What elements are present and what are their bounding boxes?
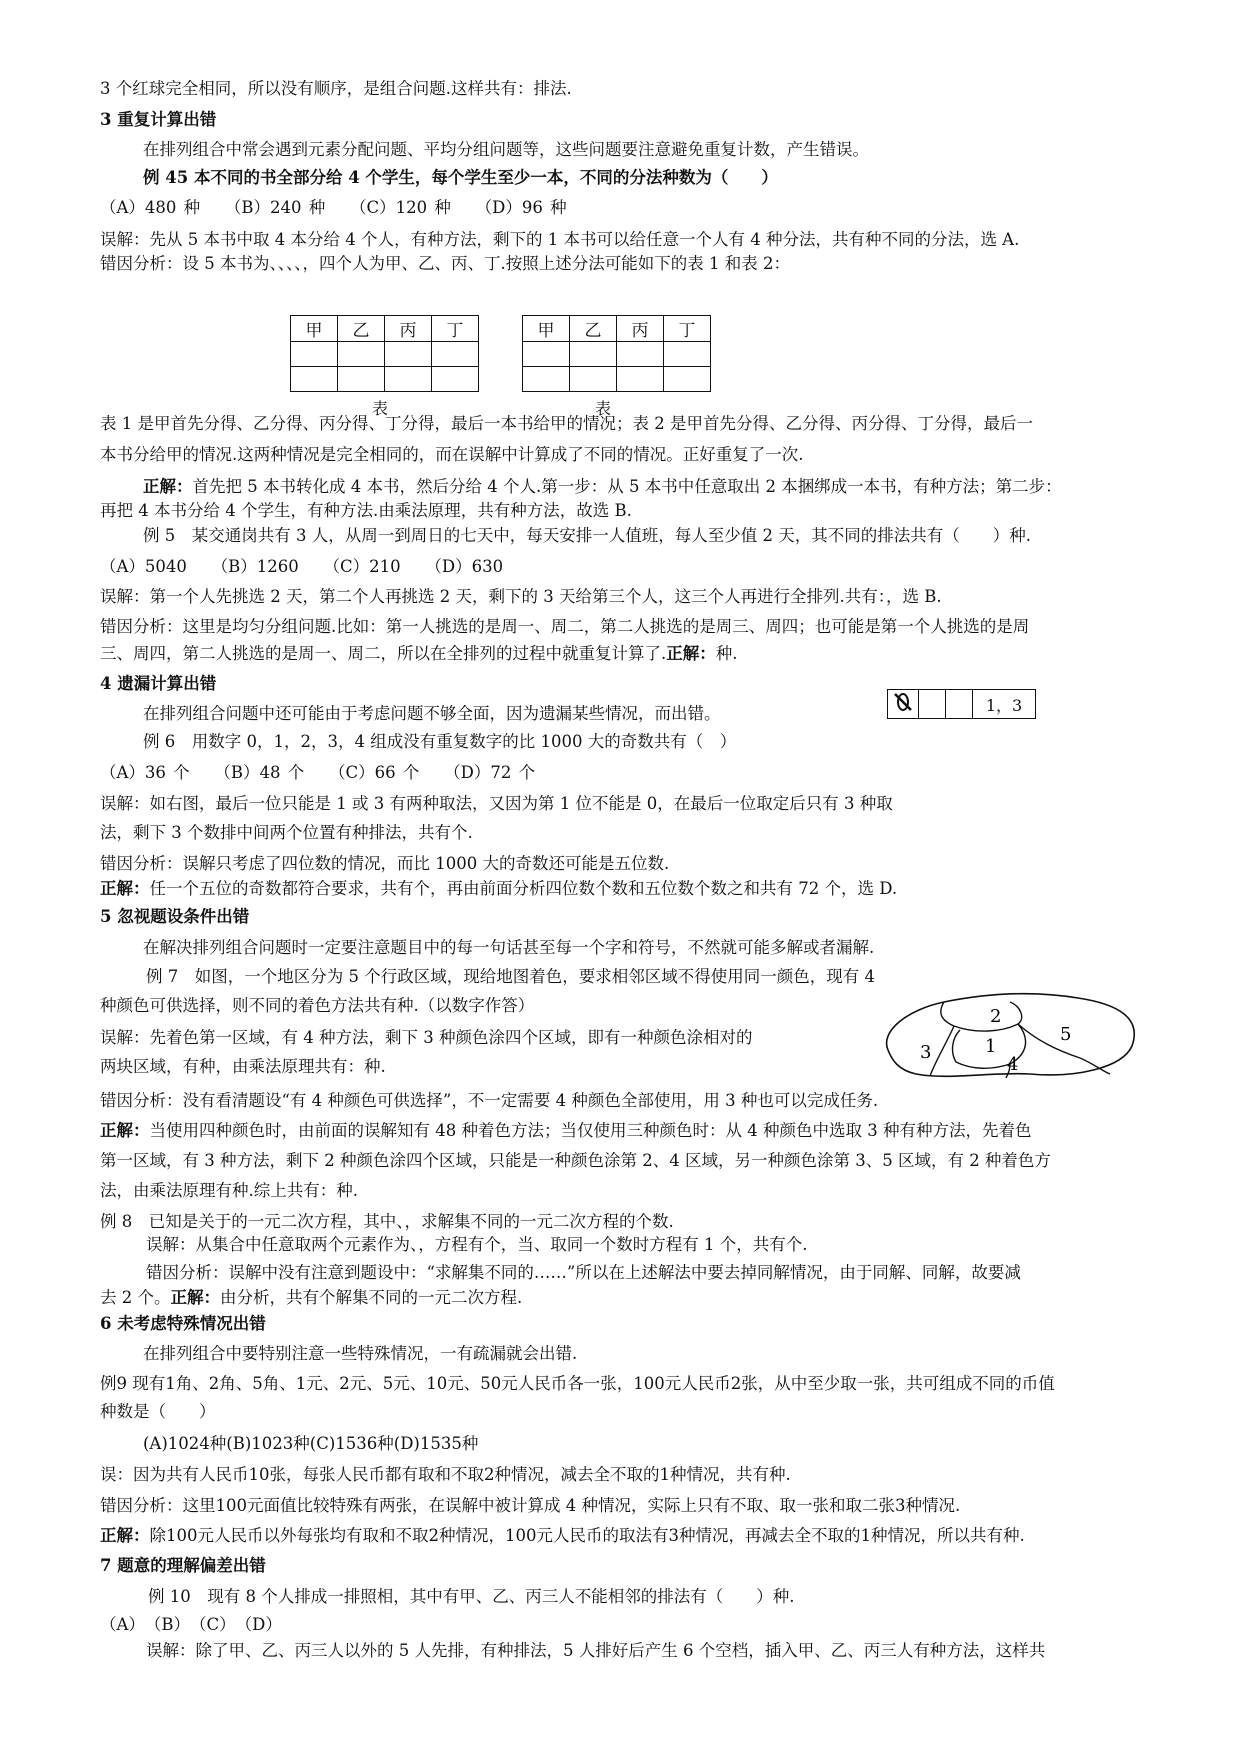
section-heading: 7 题意的理解偏差出错 [100, 1556, 266, 1575]
table-1 [290, 315, 479, 392]
digit-box [887, 689, 1036, 719]
map-label-4: 4 [1007, 1054, 1019, 1075]
text-line: 正解：当使用四种颜色时，由前面的误解知有 48 种着色方法；当仅使用三种颜色时：从 4 种颜色中选取 3 种有种方法，先着色 [100, 1121, 1032, 1140]
text-line: 三、周四，第二人挑选的是周一、周二，所以在全排列的过程中就重复计算了.正解：种. [100, 644, 738, 663]
text-line: 错因分析：设 5 本书为、、、、，四个人为甲、乙、丙、丁.按照上述分法可能如下的表 1 和表 2： [100, 254, 790, 273]
text-line: 错因分析：这里是均匀分组问题.比如：第一人挑选的是周一、周二，第二人挑选的是周三、周四；也可能是第一个人挑选的是周 [100, 617, 1030, 636]
text-line: 法，剩下 3 个数排中间两个位置有种排法，共有个. [100, 823, 473, 842]
table-header-cell: 甲 [291, 316, 338, 342]
crossed-zero-cell [888, 690, 919, 719]
example-line: 例 7 如图，一个地区分为 5 个行政区域，现给地图着色，要求相邻区域不得使用同一颜色，现有 4 [146, 967, 875, 986]
choices-line: (A)1024种(B)1023种(C)1536种(D)1535种 [143, 1434, 479, 1453]
text-line: 本书分给甲的情况.这两种情况是完全相同的，而在误解中计算成了不同的情况。正好重复了一次. [100, 445, 804, 464]
text-line: 误解：先着色第一区域，有 4 种方法，剩下 3 种颜色涂四个区域，即有一种颜色涂相对的 [100, 1028, 753, 1047]
table-header-cell: 丙 [385, 316, 432, 342]
section-heading: 3 重复计算出错 [100, 110, 217, 129]
text-line: 错因分析：误解只考虑了四位数的情况，而比 1000 大的奇数还可能是五位数. [100, 854, 670, 873]
map-label-5: 5 [1060, 1024, 1072, 1045]
text-line: 误解：除了甲、乙、丙三人以外的 5 人先排，有种排法，5 人排好后产生 6 个空档，插入甲、乙、丙三人有种方法，这样共 [146, 1641, 1046, 1660]
text-line: 在解决排列组合问题时一定要注意题目中的每一句话甚至每一个字和符号，不然就可能多解或者漏解. [143, 938, 875, 957]
text-line: 在排列组合中常会遇到元素分配问题、平均分组问题等，这些问题要注意避免重复计数，产生错误。 [143, 140, 869, 159]
table-caption: 表 [372, 399, 389, 418]
text-line: 在排列组合中要特别注意一些特殊情况，一有疏漏就会出错. [143, 1344, 578, 1363]
text-line: 第一区域，有 3 种方法，剩下 2 种颜色涂四个区域，只能是一种颜色涂第 2、4 区域，另一种颜色涂第 3、5 区域，有 2 种着色方 [100, 1151, 1051, 1170]
text-line: 误解：如右图，最后一位只能是 1 或 3 有两种取法，又因为第 1 位不能是 0，在最后一位取定后只有 3 种取 [100, 794, 893, 813]
table-header-cell: 丙 [617, 316, 664, 342]
section-heading: 6 未考虑特殊情况出错 [100, 1314, 266, 1333]
region-map-figure [880, 988, 1140, 1088]
text-line: 去 2 个。正解：由分析，共有个解集不同的一元二次方程. [100, 1288, 523, 1307]
text-line: 法，由乘法原理有种.综上共有：种. [100, 1181, 358, 1200]
text-line: 错因分析：误解中没有注意到题设中：“求解集不同的……”所以在上述解法中要去掉同解情况，由于同解、同解，故要减 [146, 1263, 1021, 1282]
text-line: 正解：首先把 5 本书转化成 4 本书，然后分给 4 个人.第一步：从 5 本书中任意取出 2 本捆绑成一本书，有种方法；第二步： [143, 477, 1062, 496]
choices-line: （A） （B） （C） （D） [100, 1615, 282, 1634]
table-2 [522, 315, 711, 392]
section-heading: 5 忽视题设条件出错 [100, 907, 250, 926]
table-caption: 表 [595, 399, 612, 418]
text-line: 再把 4 本书分给 4 个学生，有种方法.由乘法原理，共有种方法，故选 B. [100, 501, 632, 520]
example-line: 例9 现有1角、2角、5角、1元、2元、5元、10元、50元人民币各一张，100元人民币2张，从中至少取一张，共可组成不同的币值 [100, 1374, 1055, 1393]
section-heading: 4 遗漏计算出错 [100, 674, 217, 693]
table-header-cell: 丁 [432, 316, 479, 342]
text-line: 误：因为共有人民币10张，每张人民币都有取和不取2种情况，减去全不取的1种情况，共有种. [100, 1465, 791, 1484]
text-line: 在排列组合问题中还可能由于考虑问题不够全面，因为遗漏某些情况，而出错。 [143, 704, 721, 723]
text-line: 表 1 是甲首先分得、乙分得、丙分得、丁分得，最后一本书给甲的情况；表 2 是甲首先分得、乙分得、丙分得、丁分得，最后一 [100, 414, 1033, 433]
text-line: 正解：除100元人民币以外每张均有取和不取2种情况，100元人民币的取法有3种情况，再减去全不取的1种情况，所以共有种. [100, 1526, 1025, 1545]
text-line: 种颜色可供选择，则不同的着色方法共有种.（以数字作答） [100, 996, 535, 1015]
example-line: 例 45 本不同的书全部分给 4 个学生，每个学生至少一本，不同的分法种数为（ ） [143, 168, 778, 187]
text-line: 3 个红球完全相同，所以没有顺序，是组合问题.这样共有：排法. [100, 79, 572, 98]
example-line: 例 5 某交通岗共有 3 人，从周一到周日的七天中，每天安排一人值班，每人至少值 2 天，其不同的排法共有（ ）种. [143, 526, 1031, 545]
text-line: 误解：先从 5 本书中取 4 本分给 4 个人，有种方法，剩下的 1 本书可以给任意一个人有 4 种分法，共有种不同的分法，选 A. [100, 230, 1020, 249]
map-label-1: 1 [985, 1036, 997, 1057]
text-line: 误解：从集合中任意取两个元素作为、，方程有个，当、取同一个数时方程有 1 个，共有个. [146, 1235, 808, 1254]
text-line: 两块区域，有种，由乘法原理共有：种. [100, 1057, 386, 1076]
map-label-3: 3 [920, 1042, 932, 1063]
text-line: 错因分析：没有看清题设“有 4 种颜色可供选择”，不一定需要 4 种颜色全部使用，用 3 种也可以完成任务. [100, 1091, 879, 1110]
text-line: 种数是（ ） [100, 1402, 216, 1421]
choices-line: （A）36 个 （B）48 个 （C）66 个 （D）72 个 [100, 763, 536, 782]
crossed-zero-icon [890, 690, 916, 714]
text-line: 误解：第一个人先挑选 2 天，第二个人再挑选 2 天，剩下的 3 天给第三个人，这三个人再进行全排列.共有：，选 B. [100, 587, 942, 606]
choices-line: （A）480 种 （B）240 种 （C）120 种 （D）96 种 [100, 198, 567, 217]
table-header-cell: 乙 [570, 316, 617, 342]
example-line: 例 10 现有 8 个人排成一排照相，其中有甲、乙、丙三人不能相邻的排法有（ ）种. [148, 1587, 795, 1606]
table-header-cell: 甲 [523, 316, 570, 342]
example-line: 例 6 用数字 0，1，2，3，4 组成没有重复数字的比 1000 大的奇数共有（ ） [143, 732, 737, 751]
example-line: 例 8 已知是关于的一元二次方程，其中、，求解集不同的一元二次方程的个数. [100, 1212, 674, 1231]
last-digit-cell: 1，3 [973, 690, 1036, 719]
table-header-cell: 丁 [664, 316, 711, 342]
choices-line: （A）5040 （B）1260 （C）210 （D）630 [100, 557, 504, 576]
table-header-cell: 乙 [338, 316, 385, 342]
map-boundary [930, 1026, 954, 1076]
text-line: 正解：任一个五位的奇数都符合要求，共有个，再由前面分析四位数个数和五位数个数之和共有 72 个，选 D. [100, 879, 898, 898]
text-line: 错因分析：这里100元面值比较特殊有两张，在误解中被计算成 4 种情况，实际上只有不取、取一张和取二张3种情况. [100, 1496, 961, 1515]
map-label-2: 2 [990, 1006, 1002, 1027]
